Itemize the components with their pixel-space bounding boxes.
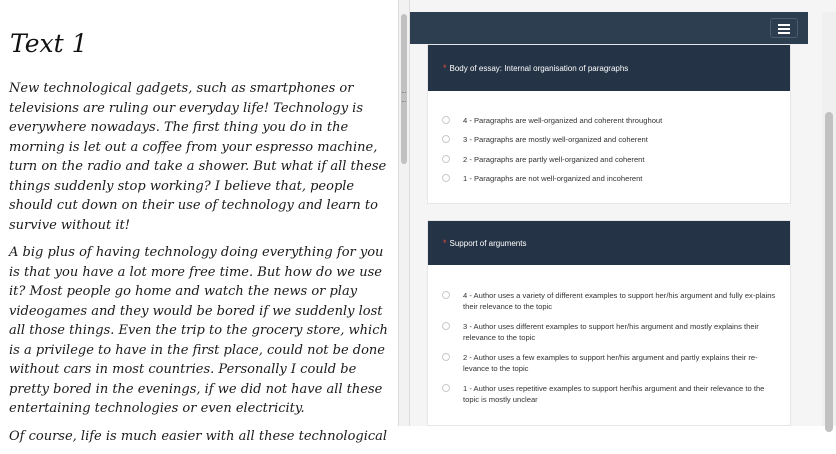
- navbar: [410, 12, 808, 44]
- radio-button[interactable]: [442, 353, 450, 361]
- rubric-option[interactable]: [428, 154, 790, 165]
- rubric-scrollbar-thumb[interactable]: [825, 112, 833, 432]
- option-label: 3 - Paragraphs are mostly well-organized and coherent: [463, 135, 648, 144]
- card-header: [428, 221, 790, 265]
- radio-button[interactable]: [442, 174, 450, 182]
- rubric-pane: [410, 0, 836, 426]
- radio-button[interactable]: [442, 384, 450, 392]
- radio-button[interactable]: [442, 135, 450, 143]
- essay-paragraph: Of course, life is much easier with all these technological: [9, 428, 388, 444]
- rubric-scrollbar[interactable]: [822, 12, 836, 426]
- rubric-option[interactable]: [428, 173, 790, 184]
- rubric-card-organisation: [427, 44, 791, 204]
- radio-button[interactable]: [442, 322, 450, 330]
- essay-paragraph: New technological gadgets, such as smartphones or televisions are ruling our everyday life! Technology is everywhere nowadays. The first thing you do in the morning is let out a coffee from your espresso machine, turn on the radio and take a shower. But what if all these things suddenly stop working? I believe that, people should cut down on their use of technology and learn to survive without it!: [9, 81, 387, 233]
- card-title: Body of essay: Internal organisation of paragraphs: [449, 63, 629, 73]
- essay-scrollbar-thumb[interactable]: [401, 14, 407, 164]
- essay-body: [9, 79, 392, 454]
- splitter-grip-icon[interactable]: [402, 92, 406, 102]
- radio-button[interactable]: [442, 155, 450, 163]
- option-label: 4 - Paragraphs are well-organized and coherent throughout: [463, 116, 663, 125]
- rubric-option[interactable]: [428, 383, 790, 405]
- required-asterisk: *: [443, 63, 447, 73]
- radio-button[interactable]: [442, 291, 450, 299]
- pane-splitter[interactable]: [398, 0, 410, 426]
- rubric-option[interactable]: [428, 134, 790, 145]
- option-label: 2 - Author uses a few examples to support her/his argument and partly explains their re-levance to the topic: [463, 353, 758, 373]
- essay-pane: [0, 0, 398, 444]
- option-label: 2 - Paragraphs are partly well-organized and coherent: [463, 155, 645, 164]
- rubric-option[interactable]: [428, 352, 790, 374]
- card-header: [428, 45, 790, 91]
- option-label: 4 - Author uses a variety of different examples to support her/his argument and fully ex-plains their relevance to the topic: [463, 291, 776, 311]
- option-label: 1 - Author uses repetitive examples to support her/his argument and their relevance to the topic is mostly unclear: [463, 384, 765, 404]
- radio-button[interactable]: [442, 116, 450, 124]
- required-asterisk: *: [443, 238, 447, 248]
- essay-paragraph: A big plus of having technology doing everything for you is that you have a lot more free time. But how do we use it? Most people go home and watch the news or play videogames and they would be bored if we suddenly lost all those things. Even the trip to the grocery store, which is a privilege to have in the first place, could not be done without cars in most countries. Personally I could be pretty bored in the evenings, if we did not have all these entertaining technologies or even electricity.: [9, 245, 388, 416]
- essay-title: Text 1: [10, 29, 88, 58]
- option-label: 1 - Paragraphs are not well-organized and incoherent: [463, 174, 643, 183]
- option-label: 3 - Author uses different examples to support her/his argument and mostly explains their relevance to the topic: [463, 322, 759, 342]
- card-title: Support of arguments: [449, 238, 527, 248]
- hamburger-icon[interactable]: [770, 18, 798, 38]
- rubric-option[interactable]: [428, 321, 790, 343]
- rubric-option[interactable]: [428, 115, 790, 126]
- rubric-option[interactable]: [428, 290, 790, 312]
- rubric-card-support: [427, 220, 791, 426]
